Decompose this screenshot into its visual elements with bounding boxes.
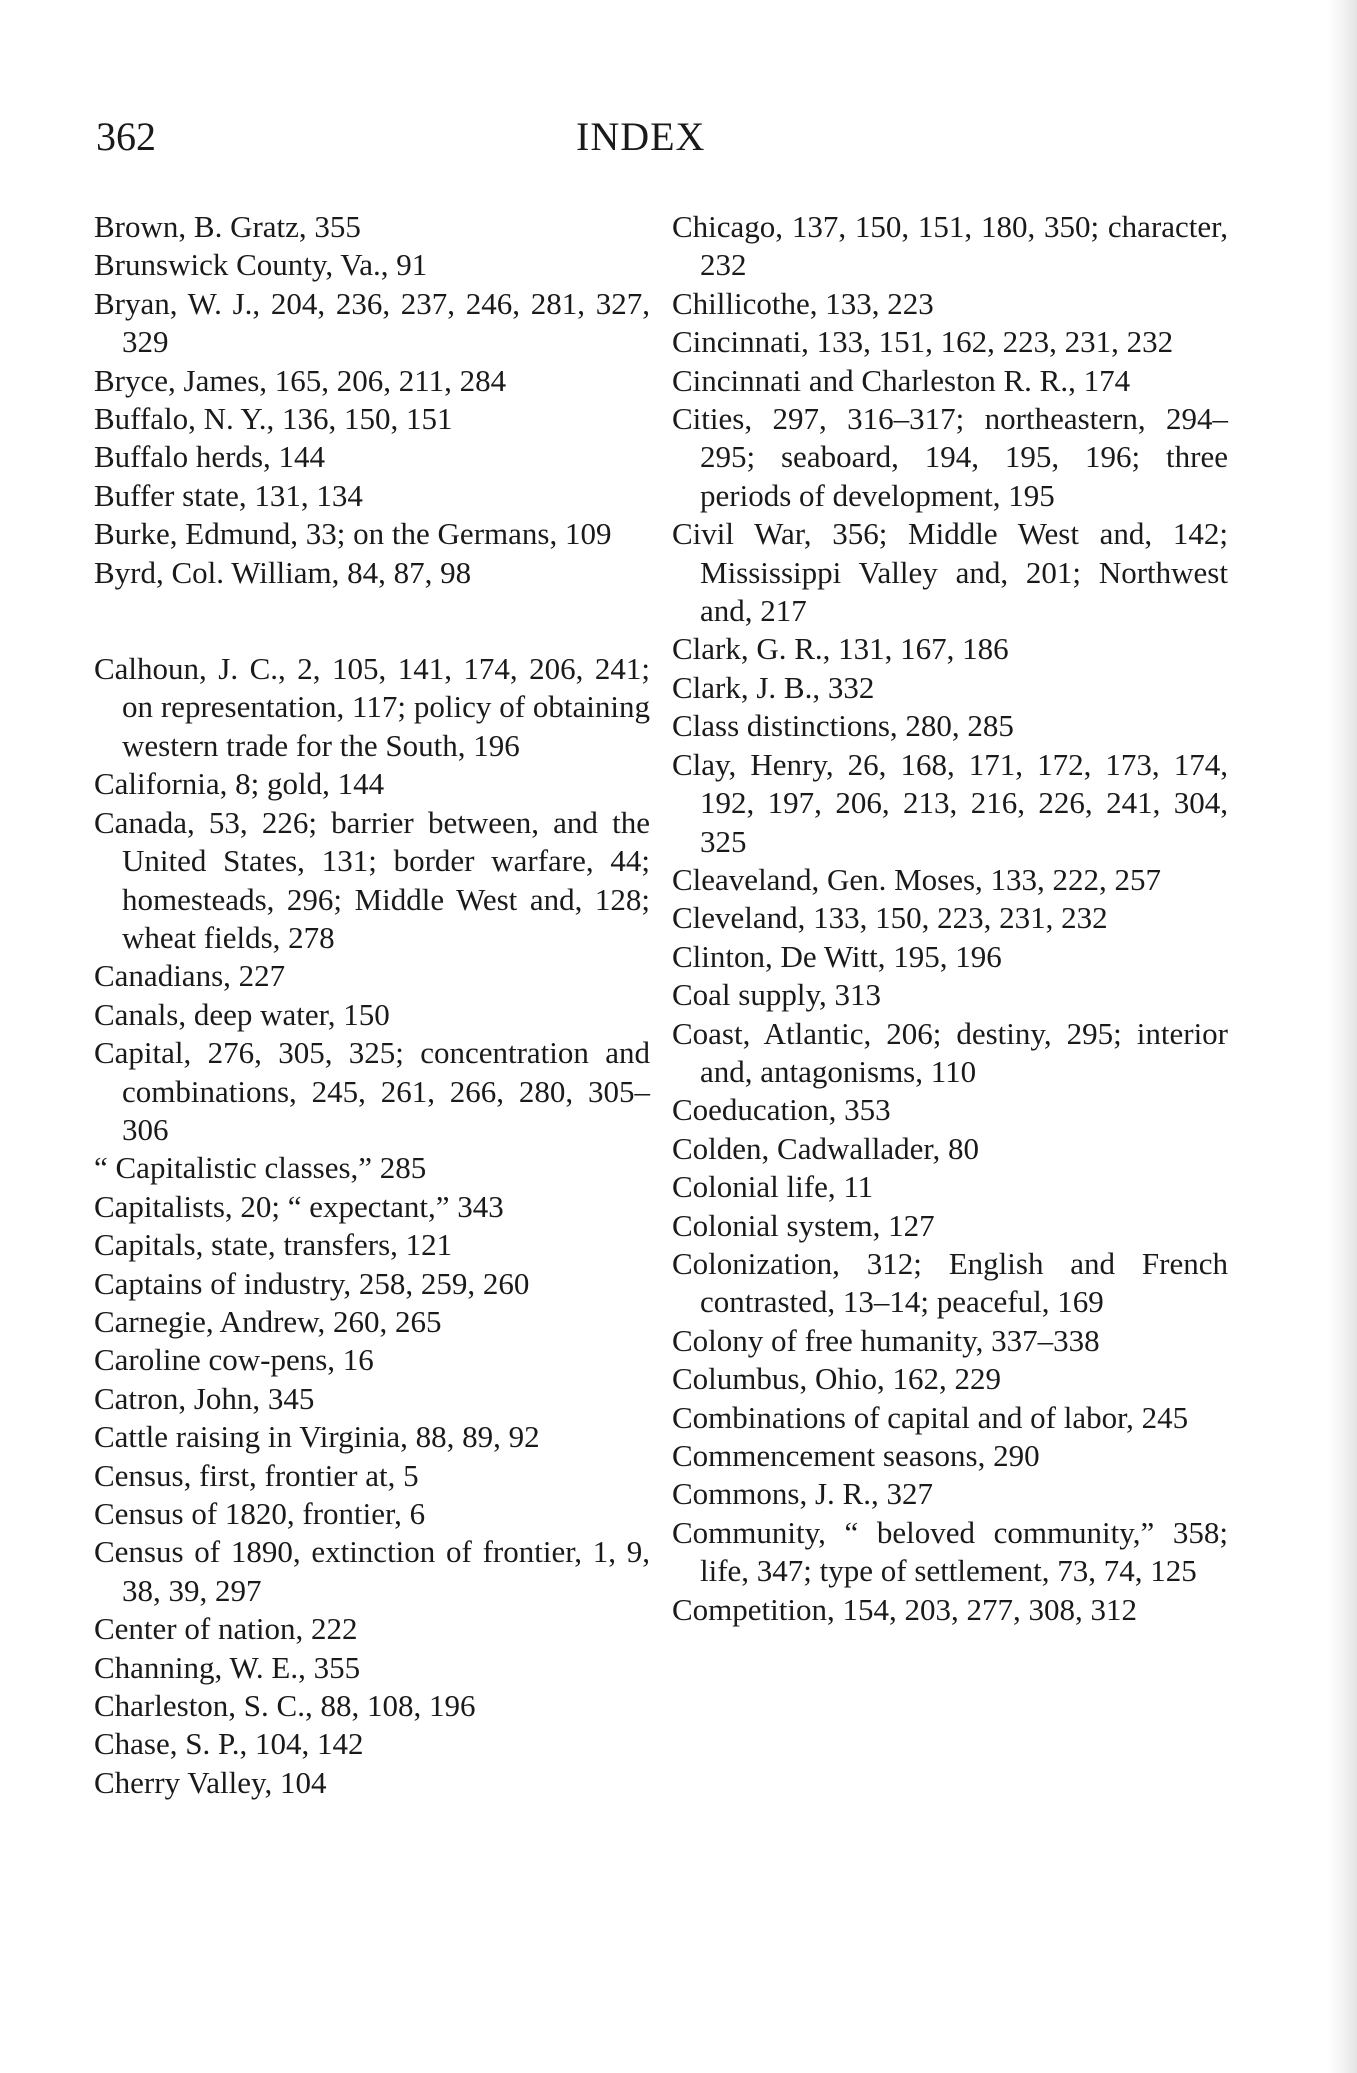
index-entry: Competition, 154, 203, 277, 308, 312 bbox=[672, 1591, 1137, 1627]
index-entry: Cities, 297, 316–317; northeastern, 294–295; seaboard, 194, 195, 196; three periods of development, 195 bbox=[672, 401, 1228, 513]
page-number: 362 bbox=[96, 114, 156, 159]
index-entry: Brunswick County, Va., 91 bbox=[94, 247, 428, 283]
index-entry: Catron, John, 345 bbox=[94, 1380, 315, 1416]
index-entry: Chicago, 137, 150, 151, 180, 350; character, 232 bbox=[672, 209, 1228, 283]
index-entry: Combinations of capital and of labor, 245 bbox=[672, 1399, 1189, 1435]
index-entry: Cherry Valley, 104 bbox=[94, 1764, 327, 1800]
index-entry: Caroline cow-pens, 16 bbox=[94, 1342, 374, 1378]
index-entry: Coast, Atlantic, 206; destiny, 295; interior and, antagonisms, 110 bbox=[672, 1015, 1228, 1089]
index-entry: Cleaveland, Gen. Moses, 133, 222, 257 bbox=[672, 861, 1162, 897]
index-entry: Calhoun, J. C., 2, 105, 141, 174, 206, 241; on representation, 117; policy of obtaining western trade for the South, 196 bbox=[94, 651, 650, 763]
index-entry: Clay, Henry, 26, 168, 171, 172, 173, 174, 192, 197, 206, 213, 216, 226, 241, 304, 325 bbox=[672, 746, 1228, 859]
index-entry: Colonial life, 11 bbox=[672, 1169, 874, 1205]
scan-edge-shadow bbox=[1327, 0, 1357, 2073]
index-entry: Census of 1890, extinction of frontier, 1, 9, 38, 39, 297 bbox=[94, 1534, 650, 1608]
index-entry: Clark, J. B., 332 bbox=[672, 669, 875, 705]
index-entry: Civil War, 356; Middle West and, 142; Mississippi Valley and, 201; Northwest and, 217 bbox=[672, 516, 1228, 629]
index-entry: Canals, deep water, 150 bbox=[94, 996, 390, 1032]
index-column-left bbox=[94, 208, 650, 1802]
index-entry: Class distinctions, 280, 285 bbox=[672, 708, 1014, 744]
index-entry: Captains of industry, 258, 259, 260 bbox=[94, 1265, 530, 1301]
index-entry: Commons, J. R., 327 bbox=[672, 1476, 933, 1512]
page-header bbox=[96, 112, 1226, 162]
index-entry: Commencement seasons, 290 bbox=[672, 1438, 1040, 1473]
index-entry: Canada, 53, 226; barrier between, and the United States, 131; border warfare, 44; homesteads, 296; Middle West and, 128; wheat fields, 278 bbox=[94, 804, 650, 955]
index-entry: “ Capitalistic classes,” 285 bbox=[94, 1150, 427, 1186]
index-entry: Colonial system, 127 bbox=[672, 1207, 935, 1243]
index-entry: Census, first, frontier at, 5 bbox=[94, 1457, 419, 1493]
index-entry: Capitalists, 20; “ expectant,” 343 bbox=[94, 1188, 504, 1224]
index-entry: Census of 1820, frontier, 6 bbox=[94, 1496, 426, 1531]
index-entry: Community, “ beloved community,” 358; life, 347; type of settlement, 73, 74, 125 bbox=[672, 1514, 1228, 1589]
index-entry: Clinton, De Witt, 195, 196 bbox=[672, 938, 1002, 974]
index-entry: Brown, B. Gratz, 355 bbox=[94, 209, 361, 244]
index-entry: Columbus, Ohio, 162, 229 bbox=[672, 1361, 1001, 1397]
index-entry: Charleston, S. C., 88, 108, 196 bbox=[94, 1688, 476, 1724]
index-entry: Chillicothe, 133, 223 bbox=[672, 285, 934, 321]
index-entry: Capitals, state, transfers, 121 bbox=[94, 1227, 453, 1263]
index-entry: Colonization, 312; English and French contrasted, 13–14; peaceful, 169 bbox=[672, 1245, 1228, 1320]
index-entry: Coal supply, 313 bbox=[672, 977, 881, 1013]
index-entry: California, 8; gold, 144 bbox=[94, 766, 385, 802]
index-entry: Cincinnati, 133, 151, 162, 223, 231, 232 bbox=[672, 324, 1174, 360]
index-entry: Channing, W. E., 355 bbox=[94, 1649, 361, 1685]
index-entry: Carnegie, Andrew, 260, 265 bbox=[94, 1303, 442, 1339]
index-entry: Cattle raising in Virginia, 88, 89, 92 bbox=[94, 1419, 540, 1455]
index-entry: Cleveland, 133, 150, 223, 231, 232 bbox=[672, 900, 1108, 936]
index-entry: Buffalo, N. Y., 136, 150, 151 bbox=[94, 401, 453, 437]
index-entry: Colden, Cadwallader, 80 bbox=[672, 1130, 979, 1166]
index-entry: Byrd, Col. William, 84, 87, 98 bbox=[94, 554, 472, 590]
index-entry: Coeducation, 353 bbox=[672, 1092, 891, 1128]
index-entry: Canadians, 227 bbox=[94, 958, 286, 994]
index-entry: Bryce, James, 165, 206, 211, 284 bbox=[94, 362, 507, 398]
index-entry: Clark, G. R., 131, 167, 186 bbox=[672, 631, 1009, 667]
index-entry: Chase, S. P., 104, 142 bbox=[94, 1726, 364, 1762]
index-entry: Burke, Edmund, 33; on the Germans, 109 bbox=[94, 516, 612, 552]
index-entry: Buffer state, 131, 134 bbox=[94, 477, 363, 513]
section-gap bbox=[94, 592, 650, 650]
index-entry: Center of nation, 222 bbox=[94, 1611, 358, 1647]
index-entry: Buffalo herds, 144 bbox=[94, 439, 326, 475]
index-entry: Capital, 276, 305, 325; concentration and combinations, 245, 261, 266, 280, 305–306 bbox=[94, 1035, 650, 1147]
index-entry: Cincinnati and Charleston R. R., 174 bbox=[672, 362, 1131, 398]
index-entry: Colony of free humanity, 337–338 bbox=[672, 1322, 1100, 1358]
index-column-right bbox=[672, 208, 1228, 1629]
index-entry: Bryan, W. J., 204, 236, 237, 246, 281, 327, 329 bbox=[94, 285, 650, 360]
running-head: INDEX bbox=[576, 114, 706, 159]
